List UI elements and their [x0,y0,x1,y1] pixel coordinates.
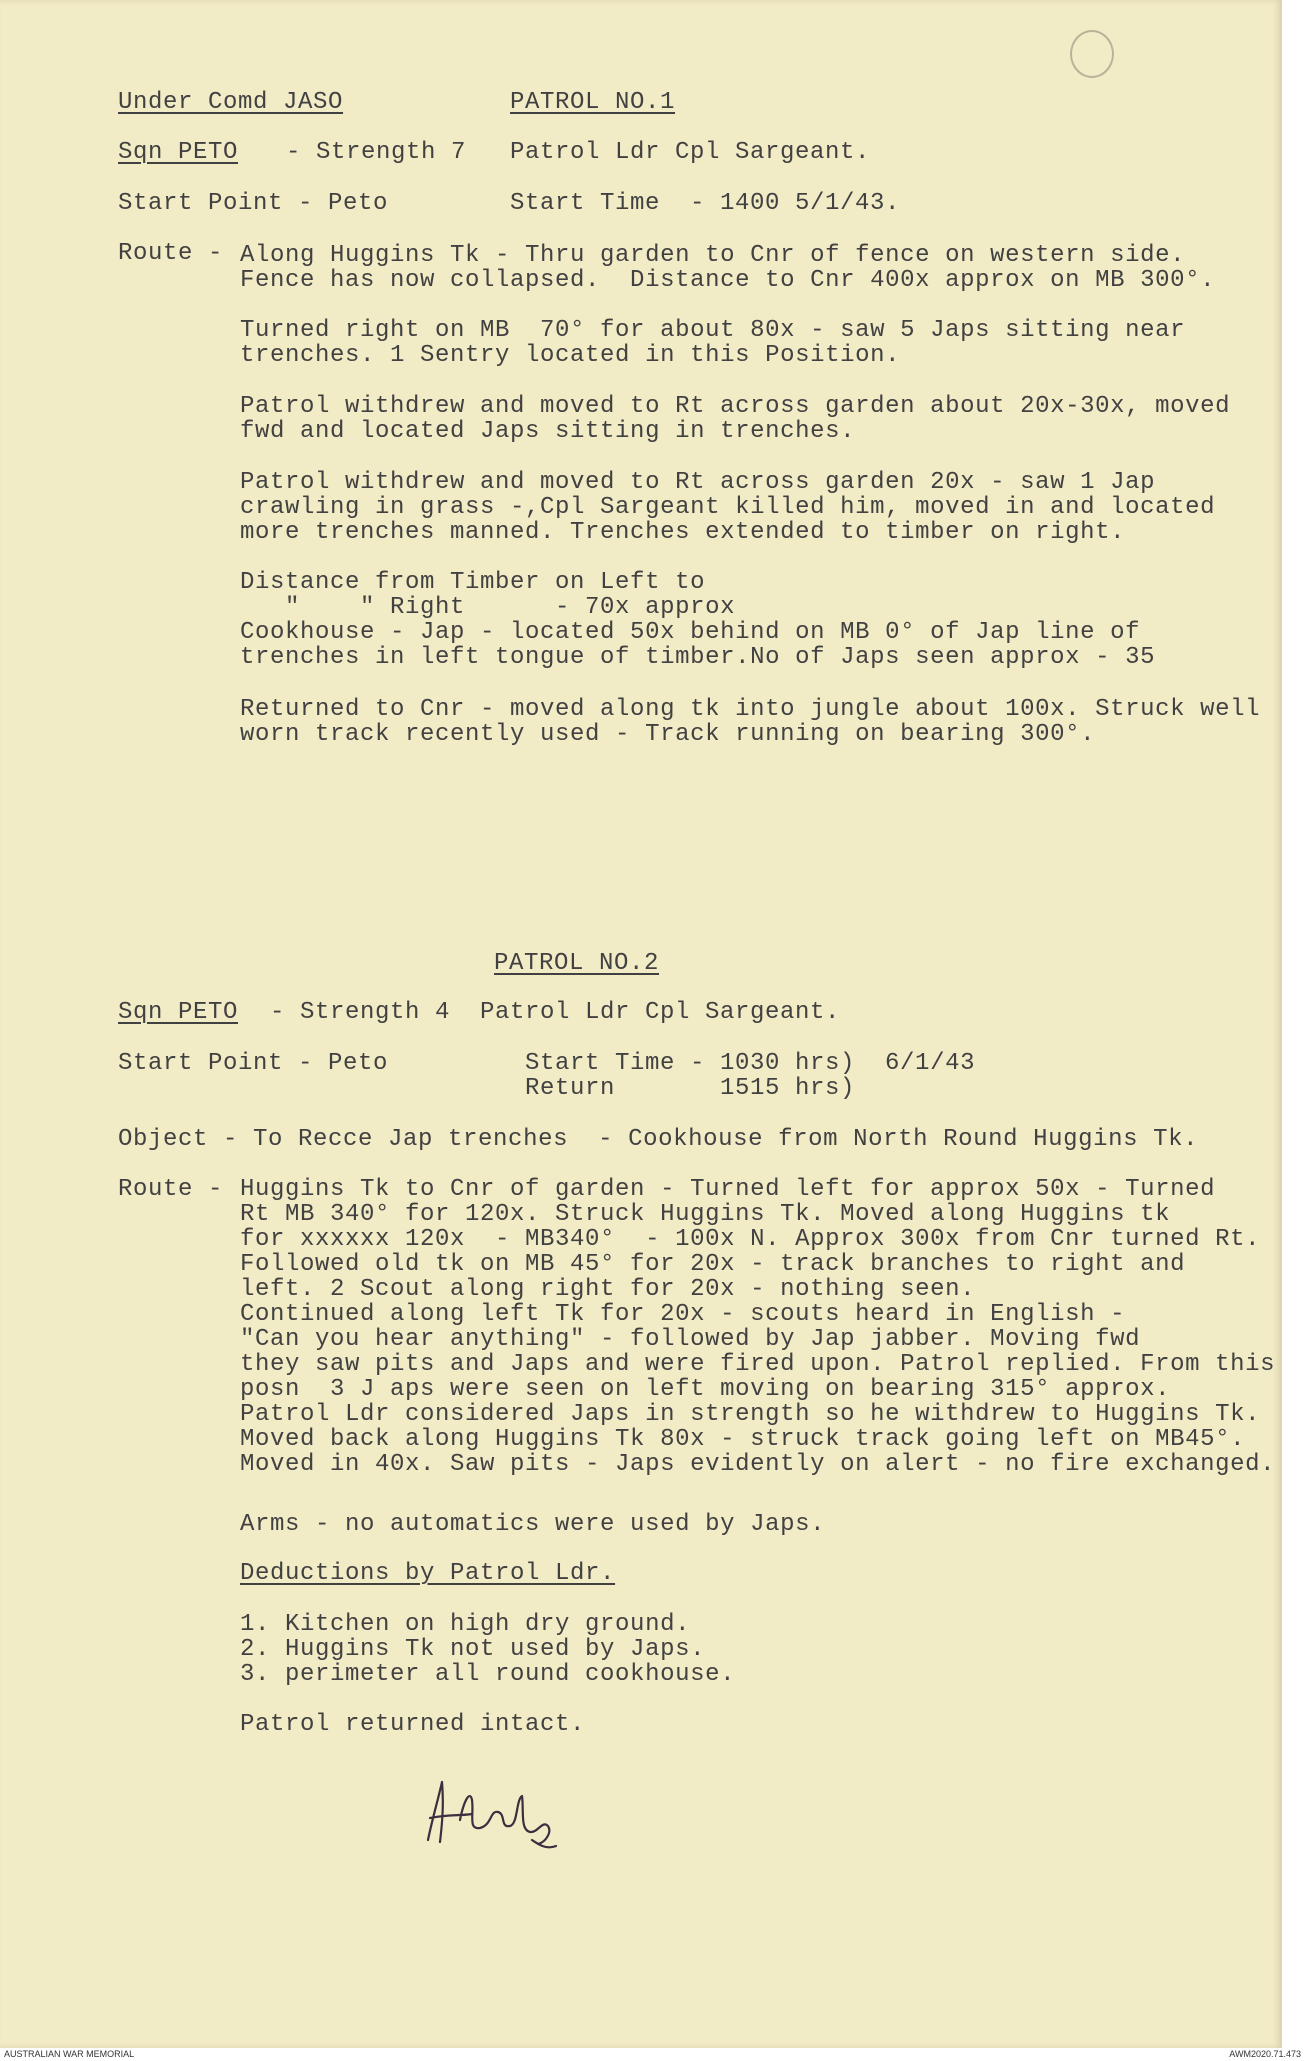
patrol2-route-line: Continued along left Tk for 20x - scouts heard in English - [240,1301,1126,1328]
signature [420,1770,565,1855]
patrol2-route-line: they saw pits and Japs and were fired upon. Patrol replied. From this [240,1351,1276,1378]
archive-reference: AWM2020.71.473 [1229,2049,1301,2059]
patrol2-route-line: for xxxxxx 120x - MB340° - 100x N. Approx 300x from Cnr turned Rt. [240,1226,1261,1253]
archive-footer [0,2048,1307,2061]
patrol1-paragraph-line: Turned right on MB 70° for about 80x - saw 5 Japs sitting near [240,317,1186,344]
deduction-item: 3. perimeter all round cookhouse. [240,1661,736,1688]
patrol2-route-line: posn 3 J aps were seen on left moving on bearing 315° approx. [240,1376,1171,1403]
patrol1-paragraph-line: Patrol withdrew and moved to Rt across garden about 20x-30x, moved [240,393,1231,420]
patrol1-paragraph-line: more trenches manned. Trenches extended to timber on right. [240,519,1126,546]
patrol2-route-line: Moved back along Huggins Tk 80x - struck track going left on MB45°. [240,1426,1246,1453]
deduction-item: 2. Huggins Tk not used by Japs. [240,1636,706,1663]
patrol1-paragraph-line: fwd and located Japs sitting in trenches. [240,418,856,445]
punch-hole [1070,30,1114,78]
patrol2-title: PATROL NO.2 [494,950,660,977]
deduction-item: 1. Kitchen on high dry ground. [240,1611,691,1638]
patrol2-route-line: Patrol Ldr considered Japs in strength so he withdrew to Huggins Tk. [240,1401,1261,1428]
patrol1-title: PATROL NO.1 [510,89,676,116]
patrol2-object: Object - To Recce Jap trenches - Cookhouse from North Round Huggins Tk. [118,1126,1199,1153]
patrol1-paragraph-line: trenches. 1 Sentry located in this Position. [240,342,901,369]
deductions-heading: Deductions by Patrol Ldr. [240,1560,616,1587]
patrol2-sqn: Sqn PETO [118,999,239,1026]
patrol2-route-line: Moved in 40x. Saw pits - Japs evidently on alert - no fire exchanged. [240,1451,1276,1478]
patrol1-paragraph-line: trenches in left tongue of timber.No of Japs seen approx - 35 [240,644,1156,671]
patrol1-route-line: Along Huggins Tk - Thru garden to Cnr of fence on western side. [240,242,1186,269]
patrol1-start-time: Start Time - 1400 5/1/43. [510,190,901,217]
patrol2-leader: Patrol Ldr Cpl Sargeant. [480,999,841,1026]
patrol2-return-time: Return 1515 hrs) [525,1075,856,1102]
patrol1-paragraph-line: Patrol withdrew and moved to Rt across garden 20x - saw 1 Jap [240,469,1156,496]
patrol1-paragraph-line: worn track recently used - Track running on bearing 300°. [240,721,1096,748]
patrol1-paragraph-line: crawling in grass -,Cpl Sargeant killed him, moved in and located [240,494,1216,521]
patrol2-route-line: "Can you hear anything" - followed by Jap jabber. Moving fwd [240,1326,1141,1353]
patrol1-route-label: Route - [118,240,224,267]
patrol2-route-line: Huggins Tk to Cnr of garden - Turned left for approx 50x - Turned [240,1176,1216,1203]
patrol2-route-line: left. 2 Scout along right for 20x - nothing seen. [240,1276,976,1303]
patrol2-arms: Arms - no automatics were used by Japs. [240,1511,826,1538]
archive-name: AUSTRALIAN WAR MEMORIAL [4,2049,135,2059]
patrol2-start-time: Start Time - 1030 hrs) 6/1/43 [525,1050,976,1077]
patrol1-paragraph-line: Cookhouse - Jap - located 50x behind on MB 0° of Jap line of [240,619,1141,646]
patrol1-paragraph-line: Returned to Cnr - moved along tk into jungle about 100x. Struck well [240,696,1261,723]
patrol1-start-point: Start Point - Peto [118,190,389,217]
patrol2-route-line: Rt MB 340° for 120x. Struck Huggins Tk. Moved along Huggins tk [240,1201,1171,1228]
patrol2-route-line: Followed old tk on MB 45° for 20x - track branches to right and [240,1251,1186,1278]
patrol2-start-point: Start Point - Peto [118,1050,389,1077]
command-heading: Under Comd JASO [118,89,344,116]
patrol1-strength: - Strength 7 [286,139,467,166]
patrol2-route-label: Route - [118,1176,224,1203]
patrol1-leader: Patrol Ldr Cpl Sargeant. [510,139,871,166]
patrol1-sqn: Sqn PETO [118,139,239,166]
patrol2-strength: - Strength 4 [270,999,451,1026]
patrol1-paragraph-line: Distance from Timber on Left to [240,569,706,596]
patrol1-paragraph-line: " " Right - 70x approx [240,594,736,621]
page-margin [1282,0,1307,2048]
closing-line: Patrol returned intact. [240,1711,586,1738]
patrol1-route-line: Fence has now collapsed. Distance to Cnr 400x approx on MB 300°. [240,267,1216,294]
